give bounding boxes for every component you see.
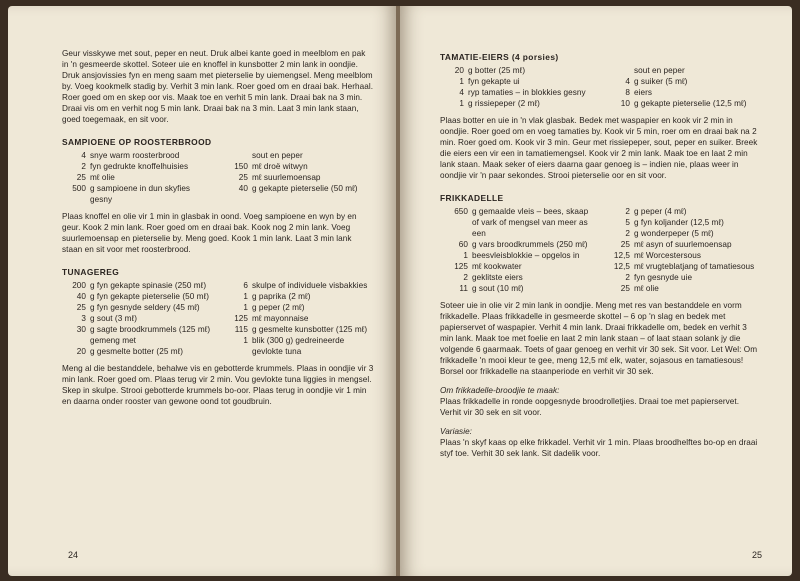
ingredient-text: g sampioene in dun skyfies gesny: [90, 184, 191, 204]
ingredient-qty: 30: [76, 325, 86, 334]
ingredient-column-left: [62, 150, 214, 205]
ingredient-qty: 2: [625, 273, 630, 282]
ingredient-text: mℓ olie: [634, 284, 659, 293]
ingredient-text: mℓ mayonnaise: [252, 314, 309, 323]
ingredient-row: [62, 280, 214, 291]
ingredient-qty: 200: [72, 281, 86, 290]
ingredient-row: [604, 283, 760, 294]
right-page: [400, 6, 792, 576]
ingredients: [62, 150, 374, 205]
ingredient-text: eiers: [634, 88, 652, 97]
ingredient-row: [604, 87, 760, 98]
ingredient-text: skulpe of individuele visbakkies: [252, 281, 368, 290]
ingredient-row: [440, 239, 596, 250]
method-paragraph: Soteer uie in olie vir 2 min lank in oondjie. Meng met res van bestanddele en vorm frikkadelle. Plaas frikkadelle in gesmeerde skottel – 6 op 'n slag en bedek met papierservet of waspapier. Verhit 4 min lank. Draai frikkadelle om, bedek en verhit 3 min lank. Maak toe met foelie en laat 2 min lank staan – of laat staan solank jy die volgende 6 gaarmaak. Toets of gaar genoeg en verhit vir 30 sek. Sit voor. Let Wel: Om frikkadelle 'n mooi kleur te gee, meng 12,5 mℓ elk, water, sojasous en tamatiesous! Borsel oor frikkadelle na staanperiode en verhit vir 30 sek.: [440, 301, 758, 376]
ingredient-text: fyn gedrukte knoffelhuisies: [90, 162, 189, 171]
page-number: 24: [68, 550, 79, 560]
variation-heading: Om frikkadelle-broodjie te maak:: [440, 386, 560, 395]
ingredient-text: mℓ vrugteblatjang of tamatiesous: [634, 262, 755, 271]
ingredient-text: g fyn gesnyde seldery (45 mℓ): [90, 303, 200, 312]
ingredient-row: [440, 250, 596, 261]
ingredient-row: [604, 272, 760, 283]
ingredient-qty: 1: [243, 303, 248, 312]
ingredient-row: [440, 87, 596, 98]
ingredient-text: g botter (25 mℓ): [468, 66, 526, 75]
ingredients: [62, 280, 374, 357]
ingredient-text: sout en peper: [634, 66, 685, 75]
ingredient-row: [222, 302, 374, 313]
ingredient-row: [440, 272, 596, 283]
ingredient-row: [440, 65, 596, 76]
method-paragraph: Plaas botter en uie in 'n vlak glasbak. Bedek met waspapier en kook vir 2 min in oondjie. Roer goed om en voeg tamaties by. Kook vir 5 min, roer om en draai bak na 2 min. Roer goed om. Kook vir 3 min. Geur met rissiepeper, sout, peper en suiker. Breek die eiers een vir een in tamatiemengsel. Kook vir 2 min lank. Maak toe en laat 2 min lank staan. Maak seker of eiers daarna gaar genoeg is – indien nie, plaas weer in oondjie vir 'n paar sekondes. Strooi pieterselie oor en sit voor.: [440, 116, 758, 180]
ingredient-qty: 500: [72, 184, 86, 193]
ingredient-qty: 1: [243, 292, 248, 301]
recipe-title: TUNAGEREG: [62, 267, 120, 277]
ingredient-row: [62, 291, 214, 302]
ingredient-qty: 115: [234, 325, 248, 334]
ingredient-row: [604, 76, 760, 87]
ingredient-qty: 1: [459, 99, 464, 108]
ingredient-text: sout en peper: [252, 151, 303, 160]
ingredient-qty: 10: [620, 99, 630, 108]
ingredient-text: mℓ Worcestersous: [634, 251, 701, 260]
ingredient-text: g fyn gekapte pieterselie (50 mℓ): [90, 292, 209, 301]
ingredient-qty: 4: [459, 88, 464, 97]
ingredient-qty: [604, 65, 634, 76]
ingredient-text: beesvleisblokkie – opgelos in: [472, 251, 580, 260]
ingredient-text: g fyn gekapte spinasie (250 mℓ): [90, 281, 207, 290]
ingredient-qty: 125: [234, 314, 248, 323]
ingredient-text: g wonderpeper (5 mℓ): [634, 229, 714, 238]
ingredient-text: mℓ droë witwyn: [252, 162, 308, 171]
ingredient-row: [604, 261, 760, 272]
ingredient-column-left: [440, 65, 596, 109]
ingredient-qty: 1: [463, 251, 468, 260]
ingredient-text: fyn gekapte ui: [468, 77, 520, 86]
method-paragraph: Plaas knoffel en olie vir 1 min in glasbak in oond. Voeg sampioene en wyn by en geur. Kook 2 min lank. Roer goed om en draai bak. Kook nog 2 min lank. Voeg suurlemoensap en pieterselie by. Meng goed. Kook 1 min lank. Laat 3 min lank staan en sit voor met roosterbrood.: [62, 212, 357, 254]
ingredient-qty: 5: [625, 218, 630, 227]
ingredient-qty: 1: [243, 336, 248, 345]
ingredient-text: g suiker (5 mℓ): [634, 77, 688, 86]
ingredient-row: [222, 183, 374, 194]
ingredient-row: [62, 346, 214, 357]
ingredient-text: mℓ suurlemoensap: [252, 173, 321, 182]
ingredient-text: g gekapte pieterselie (50 mℓ): [252, 184, 358, 193]
ingredient-qty: 6: [243, 281, 248, 290]
ingredient-text: g gesmelte kunsbotter (125 mℓ): [252, 325, 368, 334]
ingredient-text: mℓ olie: [90, 173, 115, 182]
ingredient-qty: 11: [459, 284, 468, 293]
right-page-content: [440, 52, 760, 459]
left-page: [8, 6, 396, 576]
ingredient-qty: 25: [76, 173, 86, 182]
ingredient-row: [604, 239, 760, 250]
ingredient-text: g gesmelte botter (25 mℓ): [90, 347, 184, 356]
ingredient-text: g sout (3 mℓ): [90, 314, 137, 323]
ingredient-text: g peper (2 mℓ): [252, 303, 305, 312]
ingredient-qty: 4: [81, 151, 86, 160]
ingredient-qty: 2: [463, 273, 468, 282]
left-page-content: [62, 48, 374, 407]
ingredient-column-right: [604, 206, 760, 294]
recipe-title: SAMPIOENE OP ROOSTERBROOD: [62, 137, 212, 147]
ingredient-row: [62, 313, 214, 324]
ingredient-qty: 25: [620, 240, 630, 249]
ingredient-qty: 125: [454, 262, 468, 271]
ingredient-text: ryp tamaties – in blokkies gesny: [468, 88, 586, 97]
ingredient-row: [62, 172, 214, 183]
ingredient-text: g gekapte pieterselie (12,5 mℓ): [634, 99, 747, 108]
ingredient-qty: 25: [238, 173, 248, 182]
variation-text: Plaas frikkadelle in ronde oopgesnyde broodrolletjies. Draai toe met papierservet. Verhit vir 30 sek en sit voor.: [440, 397, 740, 417]
ingredient-row: [604, 98, 760, 109]
ingredient-row: [222, 313, 374, 324]
ingredient-qty: 40: [238, 184, 248, 193]
ingredient-qty: 20: [454, 66, 464, 75]
ingredient-qty: 3: [81, 314, 86, 323]
ingredient-text: g sout (10 mℓ): [472, 284, 524, 293]
recipe-title: TAMATIE-EIERS (4 porsies): [440, 52, 559, 62]
ingredient-column-right: [222, 280, 374, 357]
ingredient-text: g peper (4 mℓ): [634, 207, 687, 216]
ingredient-row: [62, 324, 214, 346]
ingredient-row: [222, 280, 374, 291]
ingredient-row: [604, 228, 760, 239]
ingredient-qty: 60: [458, 240, 468, 249]
recipe-title: FRIKKADELLE: [440, 193, 504, 203]
ingredient-qty: 2: [81, 162, 86, 171]
ingredient-text: g sagte broodkrummels (125 mℓ) gemeng met: [90, 325, 211, 345]
ingredient-qty: 40: [76, 292, 86, 301]
ingredient-row: [222, 150, 374, 161]
ingredient-text: fyn gesnyde uie: [634, 273, 693, 282]
variation-heading: Variasie:: [440, 427, 473, 436]
ingredient-qty: 2: [625, 229, 630, 238]
ingredient-text: blik (300 g) gedreineerde gevlokte tuna: [252, 336, 345, 356]
ingredient-qty: 150: [234, 162, 248, 171]
ingredients: [440, 206, 760, 294]
ingredient-qty: 1: [459, 77, 464, 86]
ingredient-column-right: [222, 150, 374, 205]
ingredient-text: mℓ asyn of suurlemoensap: [634, 240, 732, 249]
ingredient-row: [440, 76, 596, 87]
ingredient-text: mℓ kookwater: [472, 262, 522, 271]
page-number: 25: [751, 550, 762, 560]
ingredient-qty: 12,5: [613, 262, 630, 271]
ingredient-text: snye warm roosterbrood: [90, 151, 180, 160]
ingredient-text: g fyn koljander (12,5 mℓ): [634, 218, 724, 227]
ingredient-column-left: [440, 206, 596, 294]
ingredient-text: geklitste eiers: [472, 273, 523, 282]
ingredient-row: [604, 206, 760, 217]
ingredient-qty: 25: [76, 303, 86, 312]
ingredient-qty: 12,5: [613, 251, 630, 260]
ingredient-qty: 25: [620, 284, 630, 293]
variation-text: Plaas 'n skyf kaas op elke frikkadel. Verhit vir 1 min. Plaas broodhelftes bo-op en draai styf toe. Verhit 30 sek lank. Sit dadelik voor.: [440, 438, 758, 458]
ingredient-row: [62, 161, 214, 172]
ingredient-row: [604, 250, 760, 261]
ingredient-row: [440, 98, 596, 109]
ingredient-row: [62, 183, 214, 205]
ingredient-column-right: [604, 65, 760, 109]
ingredient-row: [222, 161, 374, 172]
ingredient-text: g rissiepeper (2 mℓ): [468, 99, 540, 108]
ingredient-text: g vars broodkrummels (250 mℓ): [472, 240, 588, 249]
ingredient-qty: 650: [454, 207, 468, 216]
ingredient-text: g paprika (2 mℓ): [252, 292, 311, 301]
ingredient-qty: [222, 150, 252, 161]
ingredient-row: [440, 206, 596, 239]
ingredient-row: [604, 217, 760, 228]
ingredient-qty: 8: [625, 88, 630, 97]
ingredient-row: [440, 283, 596, 294]
ingredient-row: [604, 65, 760, 76]
ingredient-qty: 20: [76, 347, 86, 356]
ingredient-row: [222, 324, 374, 335]
ingredient-row: [62, 302, 214, 313]
ingredient-row: [62, 150, 214, 161]
intro-paragraph: Geur visskywe met sout, peper en neut. Druk albei kante goed in meelblom en pak in 'n gesmeerde skottel. Soteer uie en knoffel in kunsbotter 2 min lank in oondjie. Druk ansjovissies fyn en meng saam met pieterselie by uiemengsel. Meng meelblom by. Voeg kookmelk stadig by. Verhit 3 min lank. Roer goed om en draai bak. Herhaal. Roer goed om en skep oor vis. Maak toe en verhit 5 min lank. Draai bak na 3 min. Draai vis om en verhit nog 5 min lank. Draai bak na 3 min. Laat 3 min lank staan, goed toegemaak, en sit voor.: [62, 49, 374, 124]
ingredient-row: [222, 291, 374, 302]
ingredient-text: g gemaalde vleis – bees, skaap of vark of mengsel van meer as een: [472, 207, 589, 238]
method-paragraph: Meng al die bestanddele, behalwe vis en gebotterde krummels. Plaas in oondjie vir 3 min lank. Roer goed om. Plaas terug vir 2 min. Vou gevlokte tuna liggies in mengsel. Skep in skulpe. Strooi gebotterde krummels bo-oor. Plaas terug in oondjie vir 1 min en daarna onder rooster van gewone oond tot goudbruin.: [62, 364, 374, 406]
ingredient-row: [222, 335, 374, 357]
ingredient-row: [440, 261, 596, 272]
ingredient-qty: 4: [625, 77, 630, 86]
ingredient-qty: 2: [625, 207, 630, 216]
ingredients: [440, 65, 760, 109]
ingredient-column-left: [62, 280, 214, 357]
ingredient-row: [222, 172, 374, 183]
